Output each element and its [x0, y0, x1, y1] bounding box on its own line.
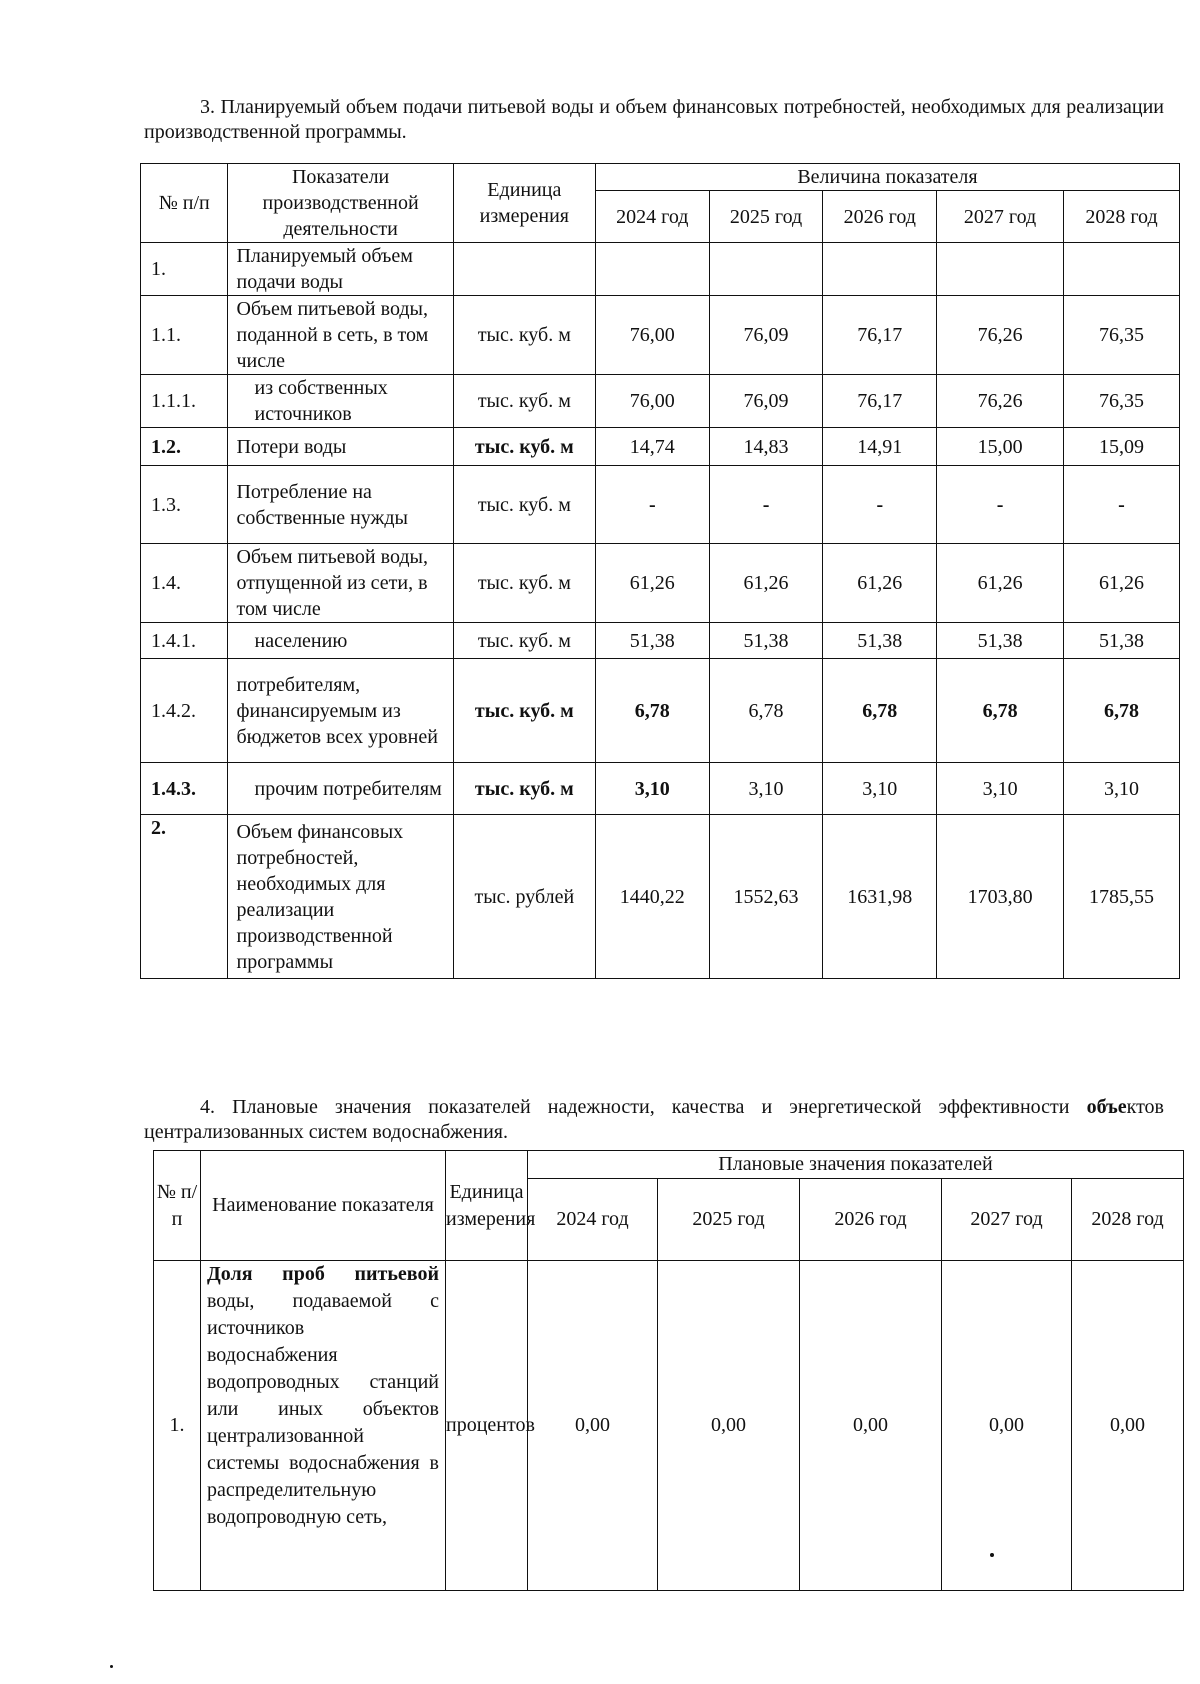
- row-num: 1.2.: [141, 428, 228, 466]
- row-unit: тыс. куб. м: [453, 428, 595, 466]
- row-value: 51,38: [937, 623, 1064, 659]
- row-value: 76,00: [595, 375, 709, 428]
- table-row: [141, 623, 1180, 659]
- row-value: -: [709, 466, 823, 544]
- row-num: 1.4.2.: [141, 659, 228, 763]
- row-value: [937, 243, 1064, 296]
- col-header-num: № п/п: [141, 164, 228, 243]
- table-row: [141, 428, 1180, 466]
- row-value: 6,78: [1064, 659, 1180, 763]
- col-header-unit: Единица измерения: [446, 1151, 528, 1261]
- row-name: [201, 1261, 446, 1591]
- table-row: [141, 815, 1180, 979]
- row-value: 76,17: [823, 296, 937, 375]
- row-value: 0,00: [800, 1261, 942, 1591]
- col-header-value-group: Плановые значения показателей: [528, 1151, 1184, 1179]
- col-header-indicator: Показатели производственной деятельности: [228, 164, 453, 243]
- row-unit: тыс. куб. м: [453, 659, 595, 763]
- row-value: 3,10: [595, 763, 709, 815]
- table-row: [141, 466, 1180, 544]
- table-row: [154, 1261, 1184, 1591]
- row-value: 1631,98: [823, 815, 937, 979]
- row-value: 76,26: [937, 296, 1064, 375]
- row-value: 51,38: [595, 623, 709, 659]
- row-value: 51,38: [1064, 623, 1180, 659]
- table-row: [141, 375, 1180, 428]
- row-value: 76,17: [823, 375, 937, 428]
- col-header-unit: Единица измерения: [453, 164, 595, 243]
- row-value: 6,78: [937, 659, 1064, 763]
- row-value: 76,35: [1064, 375, 1180, 428]
- col-header-year: 2026 год: [800, 1179, 942, 1261]
- row-value: 0,00: [942, 1261, 1072, 1591]
- col-header-value-group: Величина показателя: [595, 164, 1179, 191]
- table-row: [141, 243, 1180, 296]
- row-num: 1.4.3.: [141, 763, 228, 815]
- row-value: [709, 243, 823, 296]
- section3-title: 3. Планируемый объем подачи питьевой воды и объем финансовых потребностей, необходимых для реализации производственной программы.: [144, 96, 1164, 143]
- row-value: 61,26: [823, 544, 937, 623]
- row-name: прочим потребителям: [228, 763, 453, 815]
- row-unit: тыс. куб. м: [453, 544, 595, 623]
- section4-title: [144, 1095, 1164, 1145]
- row-num: 2.: [141, 815, 228, 979]
- row-value: 14,74: [595, 428, 709, 466]
- row-num: 1.1.: [141, 296, 228, 375]
- row-value: 51,38: [709, 623, 823, 659]
- section4-title-start: 4. Плановые значения показателей надежности, качества и энергетической эффективности: [200, 1096, 1087, 1118]
- row-value: 1552,63: [709, 815, 823, 979]
- row-value: -: [1064, 466, 1180, 544]
- row-value: -: [937, 466, 1064, 544]
- col-header-year: 2027 год: [937, 191, 1064, 243]
- row-name: Объем питьевой воды, поданной в сеть, в том числе: [228, 296, 453, 375]
- row-value: [823, 243, 937, 296]
- row-value: 51,38: [823, 623, 937, 659]
- row-value: 14,91: [823, 428, 937, 466]
- row-value: 0,00: [658, 1261, 800, 1591]
- row-value: 76,09: [709, 375, 823, 428]
- col-header-year: 2028 год: [1072, 1179, 1184, 1261]
- scan-speck: [110, 1665, 113, 1668]
- table-row: [141, 296, 1180, 375]
- row-value: 3,10: [823, 763, 937, 815]
- row-name: Объем питьевой воды, отпущенной из сети, в том числе: [228, 544, 453, 623]
- col-header-indicator: Наименование показателя: [201, 1151, 446, 1261]
- scan-speck: [990, 1553, 994, 1557]
- row-name: Потери воды: [228, 428, 453, 466]
- row-unit: тыс. куб. м: [453, 375, 595, 428]
- row-value: 76,26: [937, 375, 1064, 428]
- col-header-year: 2028 год: [1064, 191, 1180, 243]
- row-num: 1.3.: [141, 466, 228, 544]
- row-value: 15,09: [1064, 428, 1180, 466]
- row-unit: процентов: [446, 1261, 528, 1591]
- row-name: Планируемый объем подачи воды: [228, 243, 453, 296]
- row-name-lead: Доля проб питьевой: [207, 1263, 439, 1285]
- col-header-year: 2025 год: [709, 191, 823, 243]
- row-name: Потребление на собственные нужды: [228, 466, 453, 544]
- production-volume-table: [140, 163, 1180, 979]
- row-num: 1.1.1.: [141, 375, 228, 428]
- row-value: 61,26: [709, 544, 823, 623]
- row-value: 0,00: [1072, 1261, 1184, 1591]
- row-unit: тыс. куб. м: [453, 466, 595, 544]
- row-value: 3,10: [1064, 763, 1180, 815]
- row-num: 1.: [154, 1261, 201, 1591]
- section4-title-end: ктов централизованных систем водоснабжения.: [144, 1096, 1164, 1143]
- row-value: [595, 243, 709, 296]
- row-value: -: [823, 466, 937, 544]
- reliability-indicators-table: [153, 1150, 1184, 1591]
- row-name: потребителям, финансируемым из бюджетов всех уровней: [228, 659, 453, 763]
- row-value: 15,00: [937, 428, 1064, 466]
- row-name: Объем финансовых потребностей, необходимых для реализации производственной программы: [228, 815, 453, 979]
- row-value: 61,26: [937, 544, 1064, 623]
- col-header-num: № п/ п: [154, 1151, 201, 1261]
- row-num: 1.4.1.: [141, 623, 228, 659]
- row-unit: тыс. куб. м: [453, 623, 595, 659]
- row-value: 14,83: [709, 428, 823, 466]
- col-header-year: 2024 год: [528, 1179, 658, 1261]
- row-name-rest: воды, подаваемой с источников водоснабжения водопроводных станций или иных объектов централизованной системы водоснабжения в распределительную водопроводную сеть,: [207, 1290, 439, 1528]
- row-unit: тыс. куб. м: [453, 296, 595, 375]
- section4-title-bold: объе: [1086, 1096, 1127, 1118]
- col-header-year: 2026 год: [823, 191, 937, 243]
- table-row: [141, 544, 1180, 623]
- row-value: 6,78: [709, 659, 823, 763]
- row-num: 1.: [141, 243, 228, 296]
- row-value: 1703,80: [937, 815, 1064, 979]
- row-unit: [453, 243, 595, 296]
- row-value: 76,09: [709, 296, 823, 375]
- row-unit: тыс. куб. м: [453, 763, 595, 815]
- row-value: 6,78: [823, 659, 937, 763]
- row-name: населению: [228, 623, 453, 659]
- table-row: [141, 659, 1180, 763]
- row-num: 1.4.: [141, 544, 228, 623]
- col-header-year: 2025 год: [658, 1179, 800, 1261]
- row-value: -: [595, 466, 709, 544]
- row-value: 1785,55: [1064, 815, 1180, 979]
- row-value: 0,00: [528, 1261, 658, 1591]
- row-value: [1064, 243, 1180, 296]
- table-row: [141, 763, 1180, 815]
- col-header-year: 2024 год: [595, 191, 709, 243]
- row-value: 76,00: [595, 296, 709, 375]
- row-value: 6,78: [595, 659, 709, 763]
- row-value: 61,26: [595, 544, 709, 623]
- col-header-year: 2027 год: [942, 1179, 1072, 1261]
- row-unit: тыс. рублей: [453, 815, 595, 979]
- row-value: 1440,22: [595, 815, 709, 979]
- row-value: 61,26: [1064, 544, 1180, 623]
- row-value: 3,10: [937, 763, 1064, 815]
- row-name: из собственных источников: [228, 375, 453, 428]
- row-value: 3,10: [709, 763, 823, 815]
- row-value: 76,35: [1064, 296, 1180, 375]
